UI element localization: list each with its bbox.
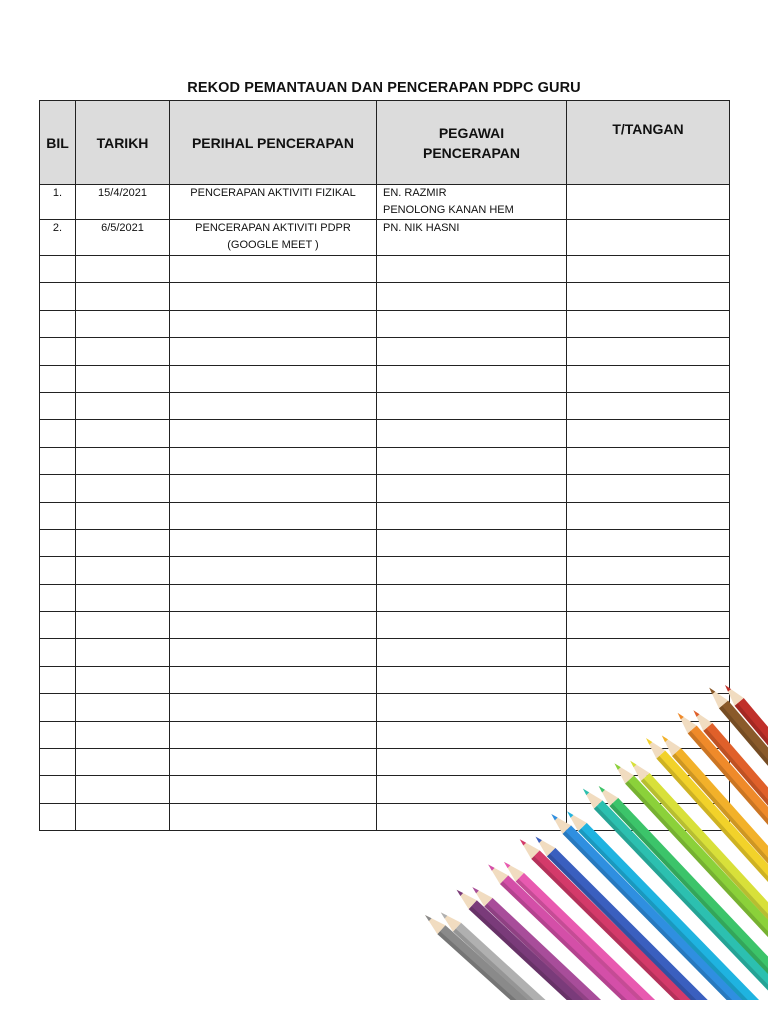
header-pegawai-line1: PEGAWAI bbox=[438, 124, 505, 141]
cell-perihal bbox=[170, 502, 377, 529]
table-row bbox=[40, 447, 730, 474]
cell-perihal bbox=[170, 557, 377, 584]
cell-tarikh bbox=[76, 420, 170, 447]
cell-bil bbox=[40, 529, 76, 556]
cell-pegawai bbox=[377, 529, 567, 556]
cell-perihal bbox=[170, 584, 377, 611]
table-row bbox=[40, 475, 730, 502]
table-row bbox=[40, 283, 730, 310]
cell-tarikh bbox=[76, 392, 170, 419]
cell-signature[interactable] bbox=[567, 584, 730, 611]
cell-bil bbox=[40, 666, 76, 693]
cell-tarikh bbox=[76, 803, 170, 830]
cell-perihal bbox=[170, 256, 377, 283]
table-row bbox=[40, 365, 730, 392]
cell-pegawai bbox=[377, 420, 567, 447]
cell-tarikh bbox=[76, 584, 170, 611]
cell-pegawai bbox=[377, 557, 567, 584]
cell-tarikh bbox=[76, 721, 170, 748]
header-row bbox=[40, 101, 730, 185]
cell-bil bbox=[40, 420, 76, 447]
cell-perihal bbox=[170, 694, 377, 721]
cell-tarikh: 6/5/2021 bbox=[76, 220, 170, 256]
cell-bil bbox=[40, 803, 76, 830]
cell-pegawai bbox=[377, 185, 567, 220]
cell-signature[interactable] bbox=[567, 529, 730, 556]
table-row bbox=[40, 420, 730, 447]
cell-bil bbox=[40, 475, 76, 502]
table-row bbox=[40, 185, 730, 220]
cell-perihal bbox=[170, 612, 377, 639]
cell-bil bbox=[40, 365, 76, 392]
cell-bil bbox=[40, 557, 76, 584]
cell-perihal bbox=[170, 392, 377, 419]
cell-perihal bbox=[170, 365, 377, 392]
cell-bil bbox=[40, 310, 76, 337]
cell-tarikh bbox=[76, 338, 170, 365]
table-row bbox=[40, 220, 730, 256]
cell-signature[interactable] bbox=[567, 185, 730, 220]
cell-perihal bbox=[170, 475, 377, 502]
header-perihal: PERIHAL PENCERAPAN bbox=[170, 101, 377, 185]
cell-pegawai-line1: EN. RAZMIR bbox=[383, 187, 447, 199]
cell-perihal bbox=[170, 220, 377, 256]
cell-tarikh bbox=[76, 365, 170, 392]
cell-tarikh bbox=[76, 666, 170, 693]
cell-signature[interactable] bbox=[567, 283, 730, 310]
cell-perihal bbox=[170, 185, 377, 220]
cell-pegawai bbox=[377, 256, 567, 283]
cell-pegawai bbox=[377, 310, 567, 337]
page-title: REKOD PEMANTAUAN DAN PENCERAPAN PDPC GURU bbox=[187, 80, 581, 96]
cell-tarikh bbox=[76, 310, 170, 337]
cell-signature[interactable] bbox=[567, 612, 730, 639]
cell-perihal bbox=[170, 283, 377, 310]
cell-tarikh bbox=[76, 749, 170, 776]
table-row bbox=[40, 338, 730, 365]
cell-pegawai bbox=[377, 502, 567, 529]
cell-bil bbox=[40, 283, 76, 310]
table-row bbox=[40, 502, 730, 529]
cell-tarikh bbox=[76, 447, 170, 474]
cell-pegawai-line1: PN. NIK HASNI bbox=[383, 222, 460, 234]
cell-perihal bbox=[170, 338, 377, 365]
cell-tarikh bbox=[76, 475, 170, 502]
header-ttangan: T/TANGAN bbox=[567, 101, 730, 185]
cell-signature[interactable] bbox=[567, 310, 730, 337]
cell-tarikh: 15/4/2021 bbox=[76, 185, 170, 220]
cell-signature[interactable] bbox=[567, 502, 730, 529]
cell-perihal bbox=[170, 420, 377, 447]
cell-bil bbox=[40, 584, 76, 611]
cell-perihal-line2: (GOOGLE MEET ) bbox=[227, 239, 319, 251]
table-row bbox=[40, 529, 730, 556]
cell-signature[interactable] bbox=[567, 475, 730, 502]
cell-tarikh bbox=[76, 502, 170, 529]
cell-perihal bbox=[170, 803, 377, 830]
cell-pegawai bbox=[377, 612, 567, 639]
cell-perihal bbox=[170, 666, 377, 693]
cell-pegawai bbox=[377, 365, 567, 392]
cell-bil bbox=[40, 612, 76, 639]
table-row bbox=[40, 557, 730, 584]
cell-bil bbox=[40, 338, 76, 365]
cell-tarikh bbox=[76, 639, 170, 666]
cell-pegawai bbox=[377, 447, 567, 474]
header-pegawai-line2: PENCERAPAN bbox=[423, 144, 520, 161]
cell-pegawai bbox=[377, 475, 567, 502]
cell-signature[interactable] bbox=[567, 557, 730, 584]
cell-bil bbox=[40, 776, 76, 803]
cell-pegawai bbox=[377, 283, 567, 310]
cell-tarikh bbox=[76, 612, 170, 639]
table-row bbox=[40, 310, 730, 337]
cell-perihal bbox=[170, 639, 377, 666]
header-pegawai bbox=[377, 101, 567, 185]
cell-signature[interactable] bbox=[567, 256, 730, 283]
header-tarikh: TARIKH bbox=[76, 101, 170, 185]
cell-bil bbox=[40, 749, 76, 776]
cell-signature[interactable] bbox=[567, 365, 730, 392]
cell-signature[interactable] bbox=[567, 420, 730, 447]
table-row bbox=[40, 256, 730, 283]
cell-bil bbox=[40, 639, 76, 666]
cell-tarikh bbox=[76, 776, 170, 803]
cell-bil bbox=[40, 447, 76, 474]
cell-signature[interactable] bbox=[567, 220, 730, 256]
cell-perihal bbox=[170, 776, 377, 803]
cell-bil bbox=[40, 392, 76, 419]
cell-tarikh bbox=[76, 529, 170, 556]
table-row bbox=[40, 584, 730, 611]
table-row bbox=[40, 392, 730, 419]
cell-pegawai bbox=[377, 392, 567, 419]
cell-bil bbox=[40, 502, 76, 529]
colored-pencils-decoration bbox=[395, 660, 768, 1000]
table-row bbox=[40, 612, 730, 639]
cell-tarikh bbox=[76, 557, 170, 584]
cell-perihal-line1: PENCERAPAN AKTIVITI FIZIKAL bbox=[190, 187, 356, 199]
cell-bil: 2. bbox=[40, 220, 76, 256]
cell-bil bbox=[40, 256, 76, 283]
cell-perihal bbox=[170, 310, 377, 337]
cell-tarikh bbox=[76, 694, 170, 721]
cell-pegawai bbox=[377, 220, 567, 256]
cell-pegawai bbox=[377, 584, 567, 611]
cell-bil bbox=[40, 694, 76, 721]
cell-perihal bbox=[170, 529, 377, 556]
cell-perihal bbox=[170, 749, 377, 776]
cell-perihal bbox=[170, 447, 377, 474]
cell-signature[interactable] bbox=[567, 392, 730, 419]
cell-tarikh bbox=[76, 256, 170, 283]
cell-tarikh bbox=[76, 283, 170, 310]
cell-pegawai bbox=[377, 338, 567, 365]
cell-bil bbox=[40, 721, 76, 748]
cell-perihal-line1: PENCERAPAN AKTIVITI PDPR bbox=[195, 222, 351, 234]
header-bil: BIL bbox=[40, 101, 76, 185]
cell-pegawai-line2: PENOLONG KANAN HEM bbox=[383, 204, 514, 216]
cell-bil: 1. bbox=[40, 185, 76, 220]
cell-signature[interactable] bbox=[567, 338, 730, 365]
cell-perihal bbox=[170, 721, 377, 748]
cell-signature[interactable] bbox=[567, 447, 730, 474]
